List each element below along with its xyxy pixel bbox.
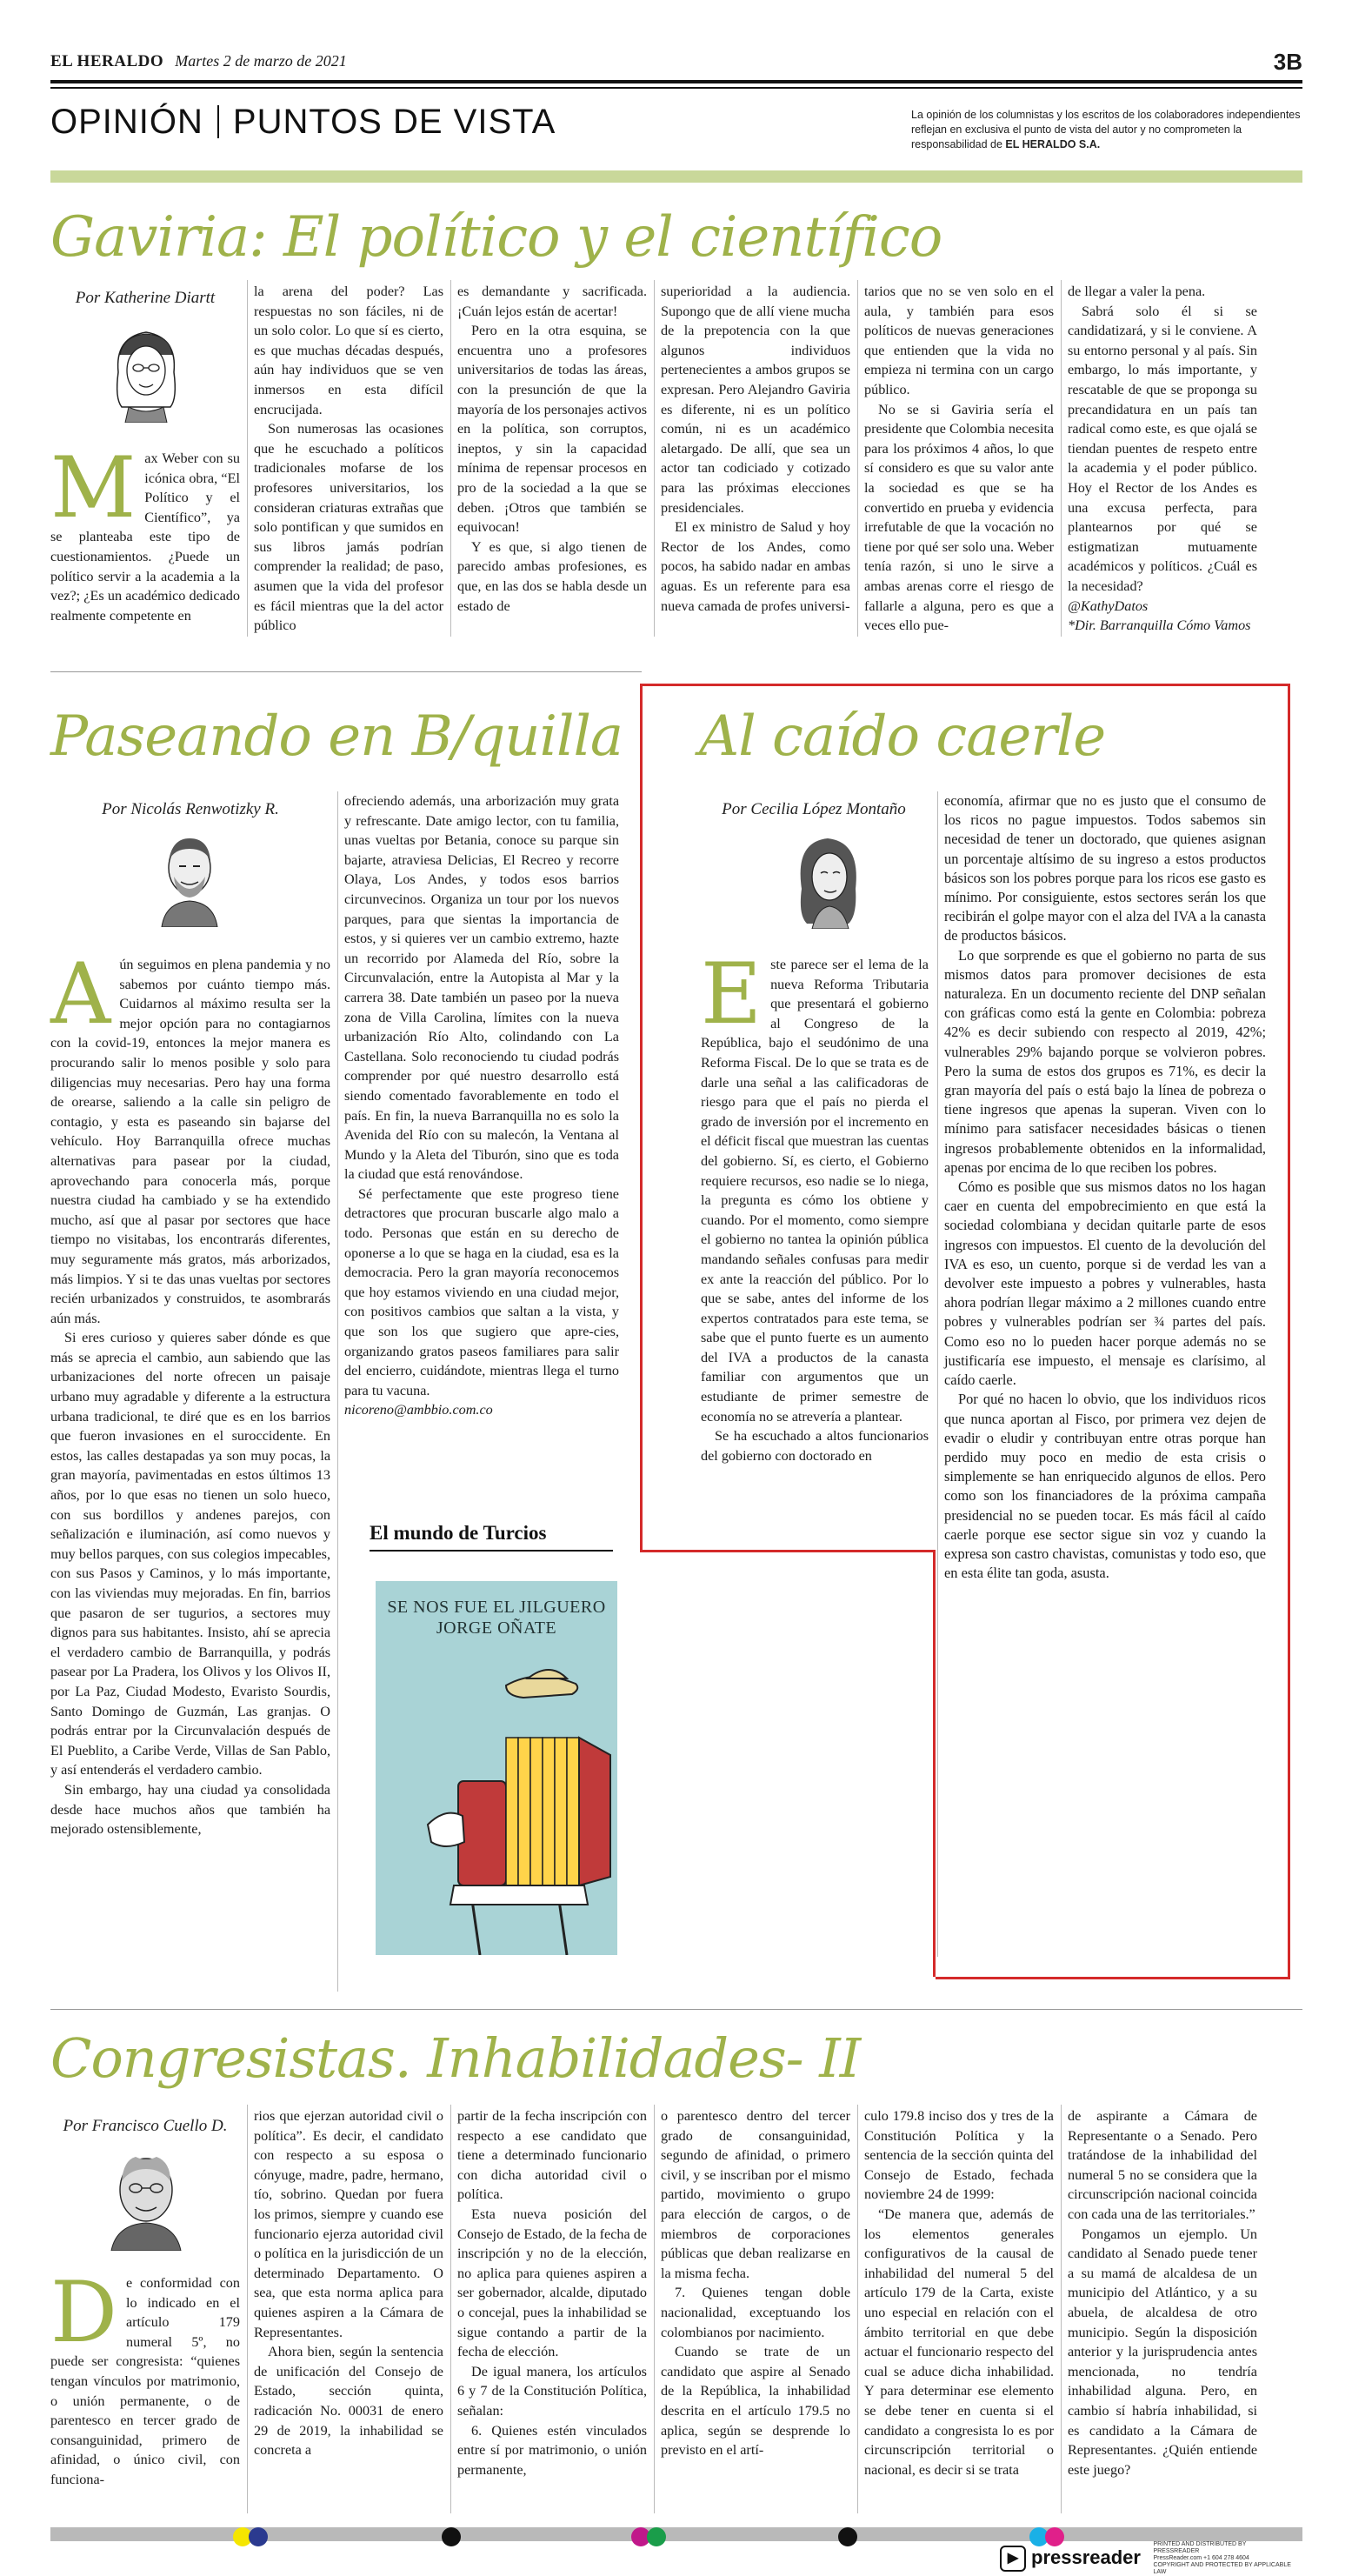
gaviria-role: *Dir. Barranquilla Cómo Vamos (1068, 617, 1251, 634)
column-divider (450, 280, 451, 637)
column-divider (247, 280, 248, 637)
congresistas-text-3b: Esta nueva posición del Consejo de Estado, de la fecha de inscripción y no de la elección, no aplica para quienes aspiren a ser gobernador, alcalde, diputado o concejal, pues la inhabilidad se sigue contando a partir de la fecha de elección. (457, 2206, 648, 2360)
column-paseando-1 (50, 945, 330, 1839)
column-gaviria-1 (50, 439, 240, 625)
dropcap-gaviria: M (50, 439, 137, 537)
byline-gaviria: Por Katherine Diartt (75, 289, 216, 307)
congresistas-text-5a: culo 179.8 inciso dos y tres de la Constitución Política y la sentencia de la sección quinta del Consejo de Estado, fechada noviembre 24 de 1999: (864, 2108, 1054, 2203)
gaviria-text-5b: No se si Gaviria sería el presidente que Colombia necesita para los próximos 4 años, lo que sí considero es que su valor ante la sociedad es que se ha convertido en prueba y evidencia irrefutable de que la vocación no tiene por qué ser solo una. Weber tenía razón, si uno le sirve a ambas arenas corre el riesgo de fallarle a alguna, pero es que a veces ello pue- (864, 401, 1055, 634)
column-divider (1061, 280, 1062, 637)
section-left: OPINIÓN (50, 103, 203, 141)
cartoon-title: El mundo de Turcios (370, 1522, 547, 1544)
column-gaviria-3 (457, 282, 647, 616)
pressreader-logo (1000, 2546, 1141, 2572)
author-portrait (148, 826, 231, 927)
congresistas-text-4c: Cuando se trate de un candidato que aspire al Senado de la República, la inhabilidad descrita en el artículo 179.5 no aplica, según se desprende lo previsto en el artí- (661, 2344, 850, 2459)
congresistas-text-4a: o parentesco dentro del tercer grado de consanguinidad, segundo de afinidad, o primero civil, y se inscriban por el mismo partido, movimiento o grupo para elección de cargos, o de miembros de corporaciones públicas que deban realizarse en la misma fecha. (661, 2108, 850, 2281)
column-congresistas-1 (50, 2264, 240, 2490)
column-divider (654, 280, 655, 637)
column-divider (937, 791, 938, 1957)
registration-dot-black (442, 2527, 461, 2546)
gaviria-handle: @KathyDatos (1068, 597, 1149, 614)
newspaper-name: EL HERALDO (50, 52, 164, 70)
column-gaviria-6 (1068, 282, 1257, 636)
congresistas-text-3c: De igual manera, los artículos 6 y 7 de la Constitución Política, señalan: (457, 2363, 647, 2419)
gaviria-text-4a: superioridad a la audiencia. Supongo que de allí viene mucha de la prepotencia con la que algunos individuos pertenecientes a ambos grupos se expresan. Pero Alejandro Gaviria es diferente, ni es un político común, ni es un académico aletargado. De allí, que sea un actor tan codiciado y cotizado para las próximas elecciones presidenciales. (661, 284, 850, 516)
disclaimer-company: EL HERALDO S.A. (1005, 138, 1101, 150)
gaviria-text-5a: tarios que no se ven solo en el aula, y también para esos políticos de nuevas generaciones que entienden que la vida no empieza ni termina con un cargo público. (864, 284, 1054, 397)
pressreader-meta-1: PRINTED AND DISTRIBUTED BY PRESSREADER (1153, 2541, 1247, 2554)
paseando-text-1b: Si eres curioso y quieres saber dónde es que más se aprecia el cambio, aun sabiendo que las urbanizaciones del norte ofrecen un paisaje urbano muy agradable y diferente a la estructura urbana tradicional, te diré que es en los barrios que fueron invasiones en el suroccidente. En estos, las calles destapadas ya son muy pocas, la gran mayoría, pavimentadas en estos últimos 13 años, por lo que esas no tienen un solo hueco, con sus bordillos y andenes parejos, con señalización e iluminación, así como nuevos y muy bellos parques, con sus colegios impecables, con sus Pasos y Caminos, y lo más importante, con las viviendas muy mejoradas. En fin, barrios que pasaron de ser tugurios, a sectores muy dignos para sus habitantes. Insisto, ahí se aprecia el verdadero cambio de Barranquilla, y podrás pasear por La Pradera, los Olivos y los Olivos II, por La Paz, Ciudad Modesto, Evaristo Sourdis, Santo Domingo de Guzmán, Las granjas. O podrás entrar por la Circunvalación después de El Pueblito, a Caribe Verde, Villas de San Pablo, y así entenderás el verdadero cambio. (50, 1330, 330, 1779)
cartoon-title-rule (370, 1550, 613, 1552)
column-congresistas-5 (864, 2106, 1054, 2479)
column-paseando-2 (344, 791, 619, 1420)
paseando-text-2b: Sé perfectamente que este progreso tiene detractores que procuran buscarle algo malo a todo. Personas que están en su derecho de oponerse a lo que se haga en la ciudad, esa es la democracia. Pero la gran mayoría reconocemos que hoy estamos viviendo en una ciudad mejor, con positivos cambios que saltan a la vista, y que son los que sugiero que apre-cies, organizando gratos paseos familiares para salir del encierro, cuidándote, mientras llega el turno para tu vacuna. (344, 1185, 619, 1398)
section-title (50, 103, 556, 142)
registration-dot-blue (249, 2527, 268, 2546)
column-gaviria-5 (864, 282, 1054, 636)
gaviria-text-1: ax Weber con su icónica obra, “El Político y el Científico”, ya se planteaba este tipo de cuestionamientos. ¿Puede un político servir a la academia a la vez?; ¿Es un académico dedicado realmente competente en (50, 450, 240, 624)
gaviria-text-3a: es demandante y sacrificada. ¡Cuán lejos están de acertar! (457, 284, 647, 319)
column-divider (857, 280, 858, 637)
dropcap-caido: E (701, 945, 763, 1043)
caido-text-2c: Cómo es posible que sus mismos datos no los hagan caer en cuenta del empobrecimiento en que está la sociedad colombiana y decidan quitarle parte de esos ingresos con impuestos. El cuento de la devolución del IVA es eso, un cuento, porque si de verdad les van a devolver este impuesto a pobres y vulnerables, hasta ahora podrían llegar máximo a 2 millones cuando entre pobres y vulnerables podrían ser ¾ partes del país. Como eso no lo pueden hacer porque además no se justificaría ese impuesto, el mensaje es clarísimo, al caído caerle. (944, 1178, 1266, 1389)
gaviria-text-3b: Pero en la otra esquina, se encuentra uno a profesores universitarios de todas las áreas, con la presunción de que la mayoría de los personajes activos en la política, son corruptos, ineptos, y sin la capacidad mínima de repensar procesos en pro de la sociedad a la que se deben. ¡Otros que también se equivocan! (457, 323, 647, 536)
section-separator (217, 105, 219, 138)
column-divider (247, 2105, 248, 2513)
caido-text-2d: Por qué no hacen lo obvio, que los individuos ricos que nunca aportan al Fisco, por primera vez dejen de evadir o eludir y contribuyan entre otras porque han perdido muy poco en medio de esta crisis o simplemente se han enriquecido algunos de ellos. Pero como son los financiadores de la próxima campaña presidencial no se pueden tocar. Es más fácil al caído caerle porque ese sector sigue sin voz y cuando la expresa son castro chavistas, comunistas y todo eso, que en esta élite tan goda, asusta. (944, 1391, 1266, 1582)
accordion-player-drawing (376, 1581, 617, 1955)
congresistas-text-6a: de aspirante a Cámara de Representante o a Senado. Pero tratándose de la inhabilidad del numeral 5 no se considera que la circunscripción nacional coincida con cada una de las territoriales.” (1068, 2108, 1257, 2222)
pressreader-stamp (1000, 2541, 1304, 2575)
cartoon-caption-line-2: JORGE OÑATE (436, 1618, 557, 1638)
paseando-email: nicoreno@ambbio.com.co (344, 1402, 493, 1418)
congresistas-text-3d: 6. Quienes estén vinculados entre sí por matrimonio, o unión permanente, (457, 2422, 647, 2478)
byline-congresistas: Por Francisco Cuello D. (63, 2117, 228, 2135)
cartoon-caption-line-1: SE NOS FUE EL JILGUERO (387, 1598, 606, 1617)
author-portrait (788, 828, 868, 929)
paseando-text-1a: ún seguimos en plena pandemia y no sabemos por cuánto tiempo más. Cuidarnos al máximo resulta ser la mejor opción para no contagiarnos con la covid-19, entonces la mejor manera es procurando salir lo menos posible y solo para diligencias muy necesarias. Pero hay una forma de orearse, saliendo a la calle sin peligro de contagio, y esta es paseando sin bajarse del vehículo. Hoy Barranquilla ofrece muchas alternativas para pasear por la ciudad, aprovechando para conocerla más, porque nuestra ciudad ha cambiado y se ha extendido mucho, así que al pasar por sectores que hace tiempo no visitabas, los encontrarás diferentes, muy seguramente más gratos, más arborizados, más limpios. Y si te das unas vueltas por sectores recién urbanizados y construidos, te asombrarás aún más. (50, 957, 330, 1326)
gaviria-text-6a: de llegar a valer la pena. (1068, 284, 1206, 299)
byline-caido: Por Cecilia López Montaño (722, 800, 906, 818)
section-right: PUNTOS DE VISTA (232, 103, 556, 141)
registration-dot-green (647, 2527, 666, 2546)
gaviria-text-3c: Y es que, si algo tienen de parecido ambas profesiones, es que, en las dos se habla desde un estado de (457, 538, 647, 614)
author-portrait (103, 320, 190, 423)
masthead-rule (50, 80, 1302, 83)
pressreader-icon: ▶ (1000, 2546, 1026, 2572)
section-accent-bar (50, 170, 1302, 183)
highlight-frame-notch (640, 1550, 936, 1985)
column-caido-2 (944, 791, 1266, 1583)
column-gaviria-4 (661, 282, 850, 616)
column-divider (337, 791, 338, 1992)
highlight-frame-edge (933, 1550, 936, 1977)
gaviria-text-4b: El ex ministro de Salud y hoy Rector de los Andes, como pocos, ha sabido nadar en ambas aguas. Es un referente para esa nueva camada de profes universi- (661, 519, 850, 614)
cartoon-illustration (376, 1581, 617, 1955)
disclaimer-text: La opinión de los columnistas y los escritos de los colaboradores independientes reflejan en exclusiva el punto de vista del autor y no comprometen la responsabilidad de (911, 109, 1301, 150)
headline-paseando: Paseando en B/quilla (50, 704, 623, 769)
pressreader-meta (1153, 2541, 1292, 2576)
congresistas-text-3a: partir de la fecha inscripción con respecto a ese candidato que tiene a determinado funcionario con dicha autoridad civil o política. (457, 2108, 647, 2203)
byline-paseando: Por Nicolás Renwotizky R. (102, 800, 279, 818)
headline-gaviria: Gaviria: El político y el científico (50, 205, 942, 270)
headline-caido: Al caído caerle (699, 704, 1106, 769)
caido-text-2a: economía, afirmar que no es justo que el consumo de los ricos no pague impuestos. Todos sabemos sin necesidad de tener un doctorado, que quienes asignan un porcentaje altísimo de su ingreso a estos productos básicos son los pobres porque para los ricos ese gasto es mínimo. Por consiguiente, estos sectores serán los que recibirán el golpe mayor con el alza del IVA a la canasta de productos básicos. (944, 792, 1266, 944)
pressreader-meta-3: COPYRIGHT AND PROTECTED BY APPLICABLE LAW (1153, 2562, 1291, 2575)
disclaimer (911, 108, 1302, 152)
congresistas-text-1: e conformidad con lo indicado en el artículo 179 numeral 5º, no puede ser congresista: “quienes tengan vínculos por matrimonio, o unión permanente, o de parentesco en tercer grado de consanguinidad, primero de afinidad, o único civil, con funciona- (50, 2275, 240, 2487)
paseando-text-2a: ofreciendo además, una arborización muy grata y refrescante. Date amigo lector, con tu familia, unas vueltas por Betania, conoce su parque sin bajarte, atraviesa Delicias, El Recreo y recorre Olaya, Los Andes, y todos esos barrios circunvecinos. Organiza un tour por los nuevos parques, para que sientas la importancia de estos, y si quieres ver un cambio extremo, hazte un recorrido por Alameda del Río, sobre la Circunvalación, entre la Autopista al Mar y la carrera 38. Date también un paseo por la nueva zona de Villa Carolina, límites con la nueva urbanización Río Alto, colindando con La Castellana. Solo reconociendo tu ciudad podrás comprender por qué nuestro desarrollo está siendo comentado favorablemente en todo el país. En fin, la nueva Barranquilla no es solo la Avenida del Río con su malecón, la Ventana al Mundo y la Aleta del Tiburón, sino que es toda la ciudad que está renovándose. (344, 793, 619, 1183)
article-divider (50, 671, 642, 672)
column-gaviria-2 (254, 282, 443, 636)
highlight-frame-edge (640, 1550, 936, 1552)
column-caido-1 (701, 945, 929, 1465)
masthead-rule-thin (50, 87, 1302, 89)
column-divider (450, 2105, 451, 2513)
congresistas-text-5b: “De manera que, además de los elementos generales configurativos de la causal de inhabilidad del numeral 5 del artículo 179 de la Carta, existe uno especial en relación con el ámbito territorial en que debe actuar el funcionario respecto del cual se aduce dicha inhabilidad. Y para determinar ese elemento se debe tener en cuenta si el candidato a congresista lo es por circunscripción territorial o nacional, es decir si se trata (864, 2206, 1054, 2478)
page-number: 3B (1273, 49, 1302, 75)
registration-dot-black (838, 2527, 857, 2546)
gaviria-text-2a: la arena del poder? Las respuestas no son fáciles, ni de un solo color. Lo que sí es cierto, es que muchas décadas después, aún hay individuos que se ven inmersos en esta difícil encrucijada. (254, 284, 443, 417)
caido-text-2b: Lo que sorprende es que el gobierno no parta de sus mismos datos para promover decisiones de esta naturaleza. En un documento reciente del DNP señalan con gráficas como está la gente en Colombia: pobreza 42% es decir subiendo con respecto al 2019, 42%; vulnerables 29% bajando porque se volvieron pobres. Pero la suma de estos dos grupos es 71%, es decir la gran mayoría del país o está bajo la línea de pobreza o tiene ingresos que apenas la superan. Viven con lo mínimo para satisfacer necesidades básicas o tienen ingresos probablemente obtenidos en la informalidad, apenas por encima de lo que reciben los pobres. (944, 946, 1266, 1176)
column-congresistas-3 (457, 2106, 647, 2479)
paseando-text-1c: Sin embargo, hay una ciudad ya consolidada desde hace muchos años que también ha mejorado ostensiblemente, (50, 1781, 330, 1838)
dropcap-congresistas: D (50, 2264, 117, 2361)
gaviria-text-2b: Son numerosas las ocasiones que he escuchado a políticos tradicionales mofarse de los profesores universitarios, los consideran criaturas extrañas que solo pontifican y que sumidos en sus libros jamás podrían comprender la realidad; de paso, asumen que la vida del profesor es fácil mientras que la del actor público (254, 421, 443, 634)
pressreader-brand: pressreader (1031, 2546, 1141, 2568)
congresistas-text-2b: Ahora bien, según la sentencia de unificación del Consejo de Estado, sección quinta, radicación No. 00031 de enero 29 de 2019, la inhabilidad se concreta a (254, 2344, 443, 2459)
masthead (50, 49, 1302, 77)
congresistas-text-6b: Pongamos un ejemplo. Un candidato al Senado puede tener a su mamá de alcaldesa de un municipio del Atlántico, y a su abuela, de alcaldesa de otro municipio. Según la disposición anterior y la jurisprudencia antes mencionada, no tendría inhabilidad alguna. Pero, en cambio sí habría inhabilidad, si es candidato a la Cámara de Representantes. ¿Quién entiende este juego? (1068, 2226, 1257, 2478)
column-divider (654, 2105, 655, 2513)
column-congresistas-4 (661, 2106, 850, 2460)
congresistas-text-4b: 7. Quienes tengan doble nacionalidad, exceptuando los colombianos por nacimiento. (661, 2285, 850, 2340)
dropcap-paseando: A (50, 945, 111, 1043)
column-congresistas-2 (254, 2106, 443, 2460)
caido-text-1b: Se ha escuchado a altos funcionarios del gobierno con doctorado en (701, 1428, 929, 1464)
column-congresistas-6 (1068, 2106, 1257, 2479)
column-divider (857, 2105, 858, 2513)
author-portrait (101, 2143, 191, 2251)
gaviria-text-6b: Sabrá solo él si se candidatizará, y si le conviene. A su entorno personal y al país. Sin embargo, lo más importante, y rescatable de que se proponga su precandidatura en un país tan radical como este, es que ojalá se tiendan puentes de respeto entre la academia y el poder público. Hoy el Rector de los Andes es una excusa perfecta, para plantearnos por qué se estigmatizan mutuamente académicos y políticos. ¿Cuál es la necesidad? (1068, 303, 1257, 594)
congresistas-text-2a: rios que ejerzan autoridad civil o política”. Es decir, el candidato con respecto a su esposa o cónyuge, madre, padre, hermano, tío, sobrino. Quedan por fuera los primos, siempre y cuando ese funcionario ejerza autoridad civil o política en la jurisdicción de un determinado Departamento. O sea, que esta norma aplica para quienes aspiren a la Cámara de Representantes. (254, 2108, 443, 2340)
pressreader-meta-2: PressReader.com +1 604 278 4604 (1153, 2555, 1249, 2561)
headline-congresistas: Congresistas. Inhabilidades- II (50, 2026, 861, 2090)
column-divider (1061, 2105, 1062, 2513)
article-divider (50, 2009, 1302, 2010)
caido-text-1a: ste parece ser el lema de la nueva Reforma Tributaria que presentará el gobierno al Congreso de la República, bajo el seudónimo de una Reforma Fiscal. De lo que se trata es de darle una señal a las calificadoras de riesgo para que el país no pierda el grado de inversión por el incremento en el déficit fiscal que muestran las cuentas del gobierno. Sí, es cierto, el Gobierno requiere recursos, eso nadie se lo niega, la pregunta es cómo los obtiene y cuando. Por el momento, como siempre el gobierno no tantea la opinión pública mandando señales confusas para medir ex ante la reacción del público. Por lo que se sabe, antes del informe de los expertos contratados para este tema, se sabe que el punto fuerte es un aumento del IVA a productos de la canasta familiar con argumentos que un estudiante de primer semestre de economía no se atrevería a plantear. (701, 957, 929, 1425)
issue-date: Martes 2 de marzo de 2021 (175, 52, 347, 70)
